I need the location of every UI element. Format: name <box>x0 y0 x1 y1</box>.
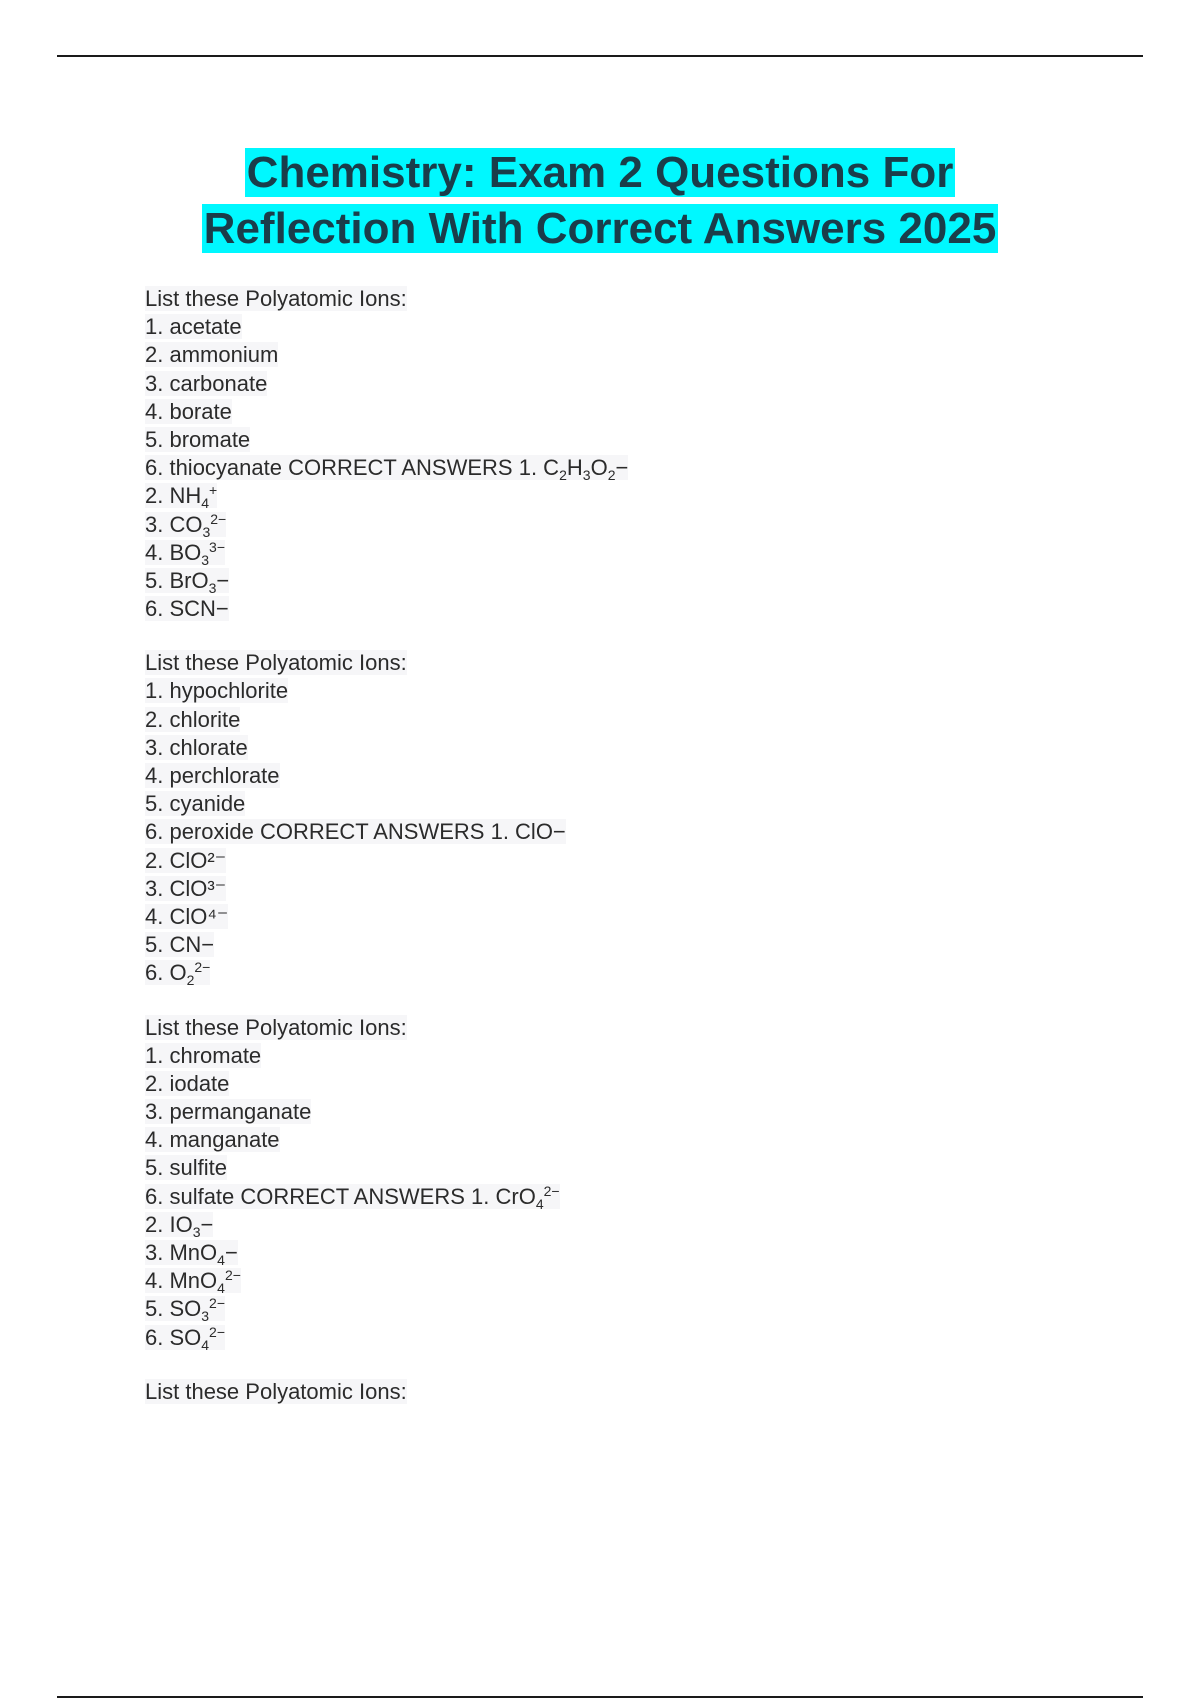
list-item: 4. perchlorate <box>145 763 280 788</box>
question-block-1 <box>145 285 1145 623</box>
list-item: 5. sulfite <box>145 1155 227 1181</box>
list-item: 2. ammonium <box>145 342 279 368</box>
question-block-4 <box>145 1378 1145 1406</box>
document-title <box>0 145 1200 257</box>
list-item: 1. chromate <box>145 1042 262 1068</box>
question-heading: List these Polyatomic Ions: <box>145 286 407 311</box>
answer-line: 2. $IO_3-$ <box>145 1211 214 1240</box>
answer-line: 4. ClO⁴⁻ <box>145 903 229 929</box>
answer-line: 6. thiocyanate CORRECT ANSWERS 1. $C_2H_3O_2-$ <box>145 455 629 484</box>
footer-rule <box>57 1696 1143 1698</box>
question-heading: List these Polyatomic Ions: <box>145 650 407 676</box>
answer-line: 6. sulfate CORRECT ANSWERS 1. CrO$_4^{2-}$ <box>145 1182 560 1212</box>
header-rule <box>57 55 1143 57</box>
title-line-1: Chemistry: Exam 2 Questions For <box>246 148 954 197</box>
title-line-2: Reflection With Correct Answers 2025 <box>203 204 997 253</box>
list-item: 3. chlorate <box>145 734 248 760</box>
answer-line: 6. peroxide CORRECT ANSWERS 1. ClO− <box>145 819 566 845</box>
answer-line: 2. ClO²⁻ <box>145 847 227 873</box>
question-heading: List these Polyatomic Ions: <box>145 1378 407 1404</box>
list-item: 4. borate <box>145 398 232 424</box>
answer-line: 6. SCN− <box>145 596 229 622</box>
answer-line: 6. $SO_4^{2-}$ <box>145 1323 226 1353</box>
answer-line: 4. $BO_3^{3-}$ <box>145 538 226 568</box>
answer-line: 5. BrO$_3$− <box>145 567 230 596</box>
list-item: 5. cyanide <box>145 791 246 817</box>
answer-line: 2. $NH_4^+$ <box>145 482 218 512</box>
list-item: 2. iodate <box>145 1070 230 1096</box>
answer-line: 3. MnO$_4$− <box>145 1240 238 1268</box>
list-item: 1. hypochlorite <box>145 678 289 704</box>
answer-line: 3. $CO_3^{2-}$ <box>145 510 227 540</box>
list-item: 3. permanganate <box>145 1099 312 1125</box>
list-item: 4. manganate <box>145 1127 280 1153</box>
list-item: 2. chlorite <box>145 706 241 732</box>
question-block-3 <box>145 1014 1145 1352</box>
question-heading: List these Polyatomic Ions: <box>145 1014 407 1040</box>
answer-line: 4. MnO$_4^{2-}$ <box>145 1267 241 1297</box>
question-block-2 <box>145 649 1145 987</box>
answer-line: 6. $O_2^{2-}$ <box>145 959 211 989</box>
list-item: 3. carbonate <box>145 370 268 396</box>
answer-line: 3. ClO³⁻ <box>145 875 227 901</box>
answer-line: 5. $SO_3^{2-}$ <box>145 1295 226 1325</box>
list-item: 5. bromate <box>145 426 251 452</box>
document-body <box>145 285 1145 1432</box>
list-item: 1. acetate <box>145 314 242 340</box>
answer-line: 5. CN− <box>145 932 215 958</box>
